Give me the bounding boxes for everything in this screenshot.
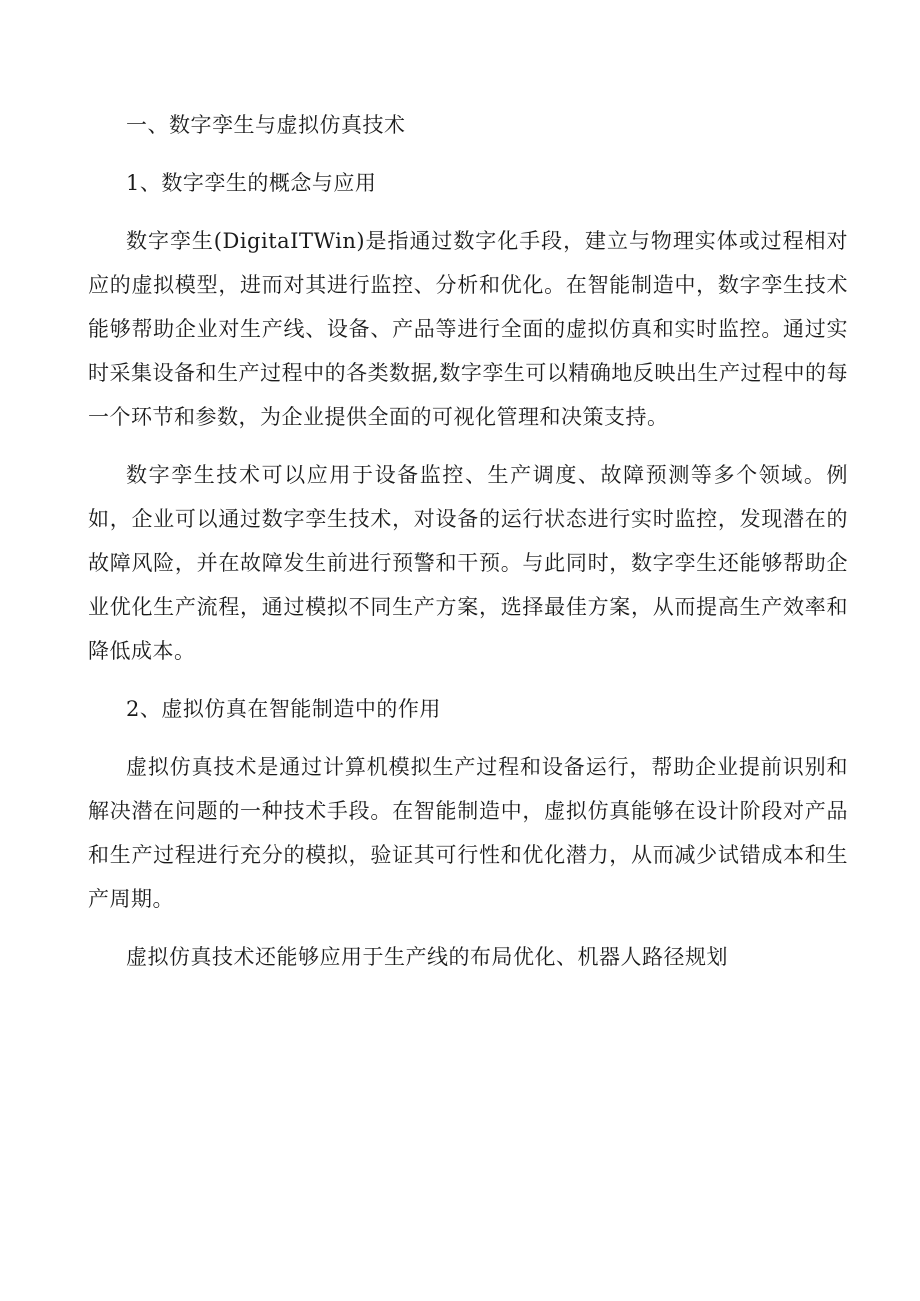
subsection-heading: 1、数字孪生的概念与应用 bbox=[126, 171, 377, 195]
paragraph: 虚拟仿真技术还能够应用于生产线的布局优化、机器人路径规划 bbox=[126, 945, 728, 969]
subsection-heading: 2、虚拟仿真在智能制造中的作用 bbox=[126, 697, 441, 721]
paragraph: 数字孪生技术可以应用于设备监控、生产调度、故障预测等多个领域。例如，企业可以通过数字孪生技术，对设备的运行状态进行实时监控，发现潜在的故障风险，并在故障发生前进行预警和干预。与此同时，数字孪生还能够帮助企业优化生产流程，通过模拟不同生产方案，选择最佳方案，从而提高生产效率和降低成本。 bbox=[88, 463, 848, 663]
paragraph: 虚拟仿真技术是通过计算机模拟生产过程和设备运行，帮助企业提前识别和解决潜在问题的一种技术手段。在智能制造中，虚拟仿真能够在设计阶段对产品和生产过程进行充分的模拟，验证其可行性和优化潜力，从而减少试错成本和生产周期。 bbox=[88, 755, 848, 911]
document-body bbox=[88, 103, 848, 993]
section-heading: 一、数字孪生与虚拟仿真技术 bbox=[126, 113, 406, 137]
paragraph: 数字孪生(DigitaITWin)是指通过数字化手段，建立与物理实体或过程相对应的虚拟模型，进而对其进行监控、分析和优化。在智能制造中，数字孪生技术能够帮助企业对生产线、设备、产品等进行全面的虚拟仿真和实时监控。通过实时采集设备和生产过程中的各类数据,数字孪生可以精确地反映出生产过程中的每一个环节和参数，为企业提供全面的可视化管理和决策支持。 bbox=[88, 229, 848, 429]
